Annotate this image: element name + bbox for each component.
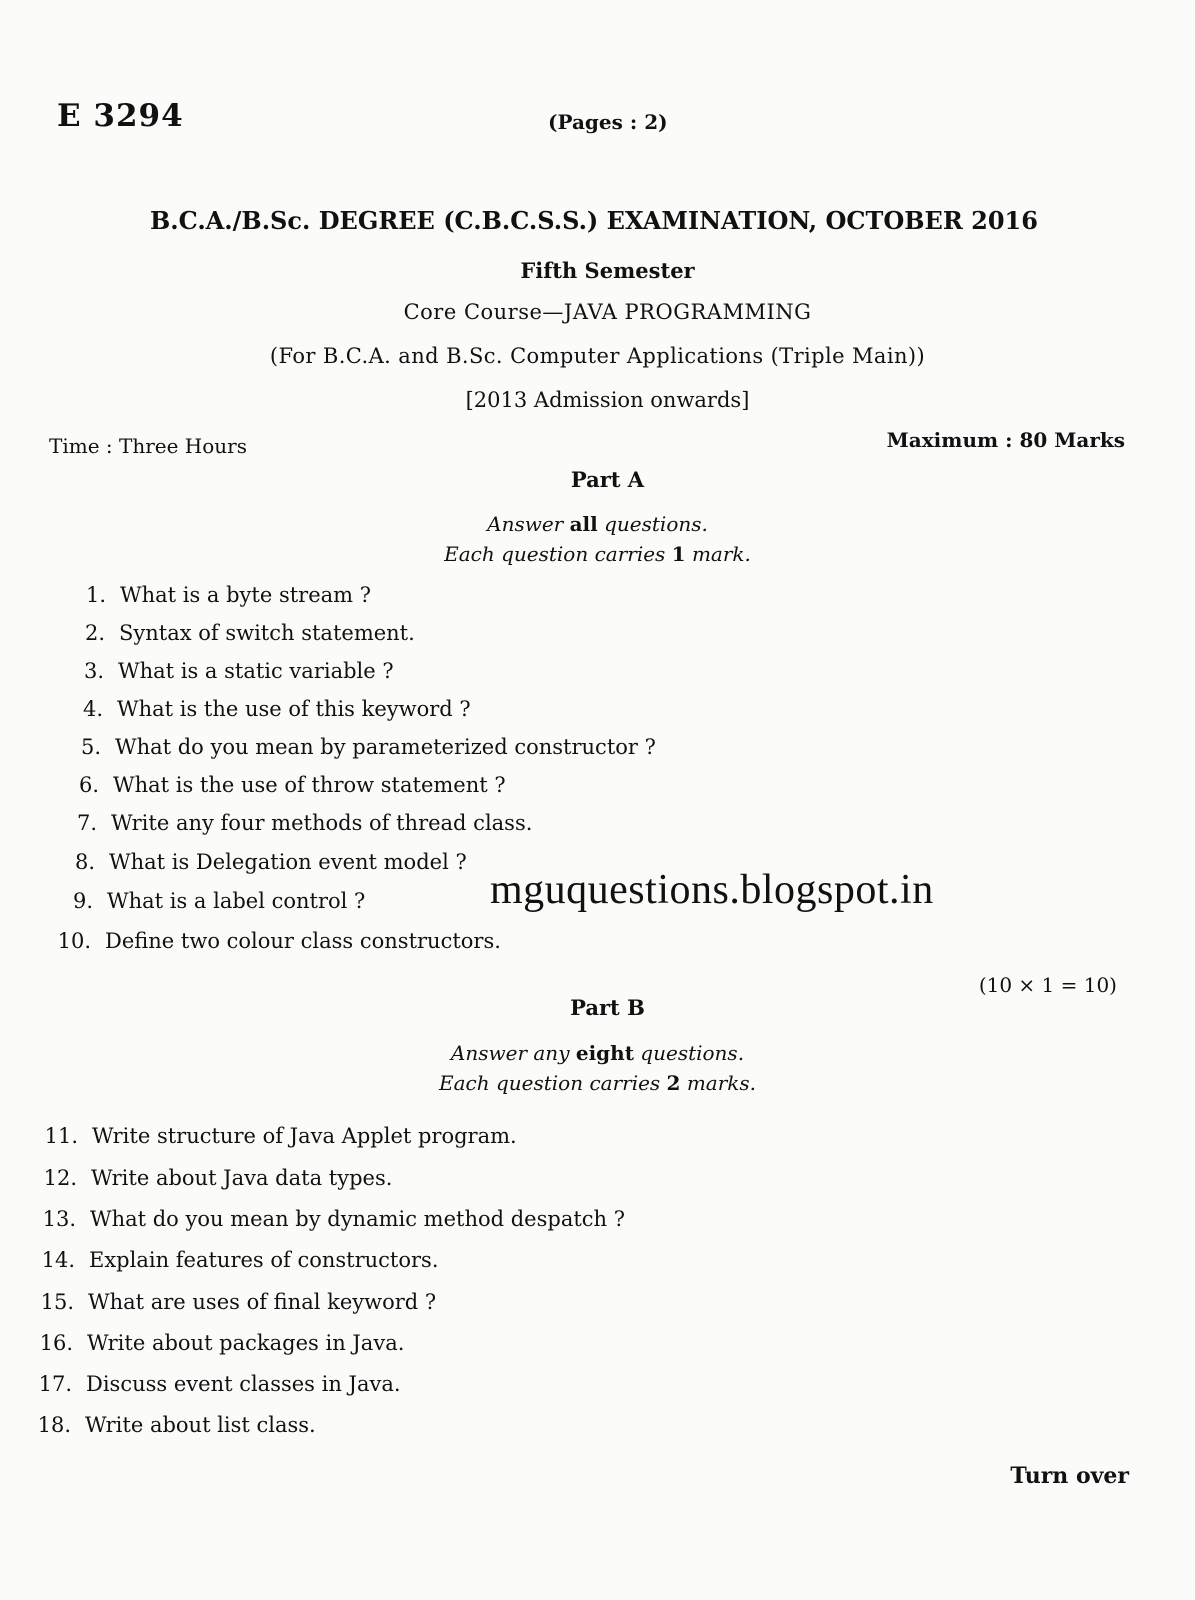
admission-scheme: [2013 Admission onwards] — [465, 388, 750, 412]
part-b-instruction-2: Each question carries 2 marks. — [438, 1071, 757, 1095]
question-10: 10. Define two colour class constructors. — [57, 929, 501, 953]
question-16: 16. Write about packages in Java. — [39, 1331, 405, 1355]
question-11: 11. Write structure of Java Applet program. — [44, 1124, 517, 1148]
part-a-marks-tally: (10 × 1 = 10) — [978, 973, 1117, 997]
question-17: 17. Discuss event classes in Java. — [38, 1372, 401, 1396]
question-6: 6. What is the use of throw statement ? — [78, 773, 506, 797]
question-3: 3. What is a static variable ? — [83, 659, 394, 683]
question-15: 15. What are uses of final keyword ? — [40, 1290, 437, 1314]
applicable-programmes: (For B.C.A. and B.Sc. Computer Applications (Triple Main)) — [269, 344, 926, 368]
maximum-marks: Maximum : 80 Marks — [886, 428, 1125, 452]
question-8: 8. What is Delegation event model ? — [74, 850, 467, 874]
paper-code: E 3294 — [57, 98, 184, 134]
question-5: 5. What do you mean by parameterized constructor ? — [80, 735, 656, 759]
part-b-instruction-1: Answer any eight questions. — [450, 1041, 745, 1065]
course-title: Core Course—JAVA PROGRAMMING — [403, 300, 812, 324]
exam-duration: Time : Three Hours — [49, 434, 247, 458]
semester: Fifth Semester — [520, 258, 695, 283]
question-13: 13. What do you mean by dynamic method despatch ? — [42, 1207, 626, 1231]
part-a-instruction-2: Each question carries 1 mark. — [444, 542, 751, 566]
question-18: 18. Write about list class. — [37, 1413, 316, 1437]
blog-watermark: mguquestions.blogspot.in — [490, 867, 934, 913]
page-count: (Pages : 2) — [548, 110, 668, 134]
question-1: 1. What is a byte stream ? — [85, 583, 372, 607]
question-7: 7. Write any four methods of thread class. — [76, 811, 533, 835]
part-a-instruction-1: Answer all questions. — [487, 512, 708, 536]
exam-title: B.C.A./B.Sc. DEGREE (C.B.C.S.S.) EXAMINATION, OCTOBER 2016 — [150, 206, 1038, 235]
question-14: 14. Explain features of constructors. — [41, 1248, 439, 1272]
question-2: 2. Syntax of switch statement. — [84, 621, 415, 645]
part-b-heading: Part B — [570, 995, 645, 1020]
turn-over-note: Turn over — [1010, 1463, 1129, 1489]
part-a-heading: Part A — [570, 467, 645, 492]
question-12: 12. Write about Java data types. — [43, 1166, 393, 1190]
question-9: 9. What is a label control ? — [72, 889, 366, 913]
question-4: 4. What is the use of this keyword ? — [82, 697, 471, 721]
